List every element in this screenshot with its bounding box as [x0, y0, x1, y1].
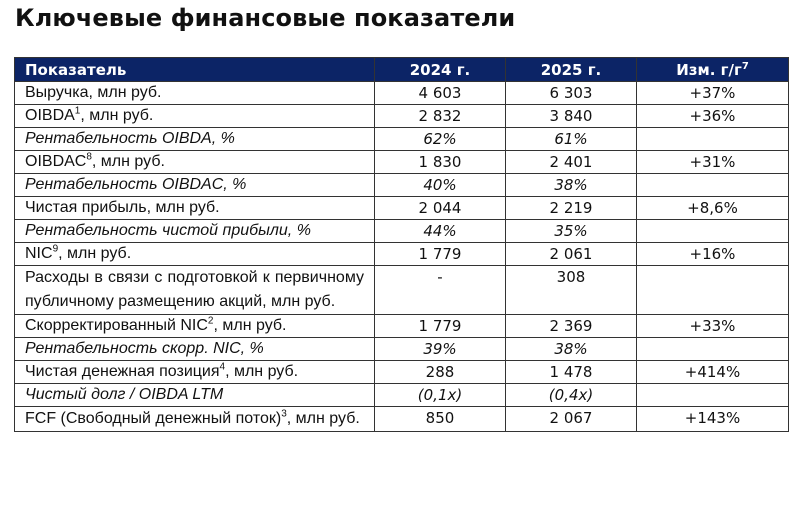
value-2025: 38%	[506, 338, 637, 361]
value-change	[637, 338, 789, 361]
header-indicator: Показатель	[15, 58, 375, 82]
table-row	[15, 315, 789, 338]
value-2025: 3 840	[506, 105, 637, 128]
table-row	[15, 338, 789, 361]
table-row	[15, 361, 789, 384]
header-2024: 2024 г.	[375, 58, 506, 82]
value-2024: 1 779	[375, 243, 506, 266]
value-change	[637, 220, 789, 243]
value-2025: 308	[506, 266, 637, 315]
value-2025: 35%	[506, 220, 637, 243]
value-2025: 2 061	[506, 243, 637, 266]
indicator-label: Расходы в связи с подготовкой к первичному публичному размещению акций, млн руб.	[15, 266, 375, 315]
indicator-label: FCF (Свободный денежный поток)$^3$, млн руб.	[15, 407, 375, 432]
value-2024: 850	[375, 407, 506, 432]
indicator-label: OIBDA$^1$, млн руб.	[15, 105, 375, 128]
value-change: +414%	[637, 361, 789, 384]
table-row	[15, 384, 789, 407]
value-2025: 2 369	[506, 315, 637, 338]
value-2025: (0,4x)	[506, 384, 637, 407]
value-change	[637, 384, 789, 407]
indicator-label: Выручка, млн руб.	[15, 82, 375, 105]
indicator-label: Чистая прибыль, млн руб.	[15, 197, 375, 220]
value-2025: 2 219	[506, 197, 637, 220]
footnote-sup: 7	[741, 60, 749, 72]
footnote-sup: 4	[219, 361, 226, 373]
value-2024: 39%	[375, 338, 506, 361]
footnote-sup: 9	[52, 243, 59, 255]
table-row	[15, 151, 789, 174]
value-change	[637, 266, 789, 315]
header-2025: 2025 г.	[506, 58, 637, 82]
value-2024: 2 832	[375, 105, 506, 128]
table-row	[15, 105, 789, 128]
table-row	[15, 128, 789, 151]
value-2025: 38%	[506, 174, 637, 197]
value-2024: 288	[375, 361, 506, 384]
indicator-label: Рентабельность OIBDA, %	[15, 128, 375, 151]
indicator-label: Рентабельность скорр. NIC, %	[15, 338, 375, 361]
footnote-sup: 3	[281, 408, 287, 420]
value-change: +37%	[637, 82, 789, 105]
indicator-label: Чистый долг / OIBDA LTM	[15, 384, 375, 407]
value-change: +36%	[637, 105, 789, 128]
table-row	[15, 220, 789, 243]
value-2024: 44%	[375, 220, 506, 243]
value-change: +16%	[637, 243, 789, 266]
value-2025: 2 067	[506, 407, 637, 432]
indicator-label: NIC$^9$, млн руб.	[15, 243, 375, 266]
value-change: +8,6%	[637, 197, 789, 220]
indicator-label: OIBDAC$^8$, млн руб.	[15, 151, 375, 174]
value-2024: (0,1x)	[375, 384, 506, 407]
indicator-label: Рентабельность чистой прибыли, %	[15, 220, 375, 243]
table-row	[15, 266, 789, 315]
indicator-label: Чистая денежная позиция$^4$, млн руб.	[15, 361, 375, 384]
table-row	[15, 197, 789, 220]
indicator-label: Рентабельность OIBDAC, %	[15, 174, 375, 197]
table-header-row	[15, 58, 789, 82]
table-row	[15, 82, 789, 105]
footnote-sup: 8	[86, 151, 92, 163]
value-2024: 1 779	[375, 315, 506, 338]
value-change: +33%	[637, 315, 789, 338]
indicator-label: Скорректированный NIC$^2$, млн руб.	[15, 315, 375, 338]
footnote-sup: 2	[207, 315, 214, 327]
value-2025: 6 303	[506, 82, 637, 105]
footnote-sup: 1	[74, 105, 81, 117]
value-change: +31%	[637, 151, 789, 174]
value-2025: 2 401	[506, 151, 637, 174]
value-change	[637, 128, 789, 151]
value-2024: 40%	[375, 174, 506, 197]
value-change: +143%	[637, 407, 789, 432]
value-2025: 61%	[506, 128, 637, 151]
header-change: Изм. $г/г^7$	[637, 58, 789, 82]
financial-indicators-table	[14, 57, 789, 432]
value-2024: 62%	[375, 128, 506, 151]
value-2024: 1 830	[375, 151, 506, 174]
page-title: Ключевые финансовые показатели	[15, 4, 516, 32]
table-row	[15, 407, 789, 432]
value-2025: 1 478	[506, 361, 637, 384]
table-row	[15, 243, 789, 266]
value-2024: 4 603	[375, 82, 506, 105]
value-2024: -	[375, 266, 506, 315]
value-change	[637, 174, 789, 197]
table-row	[15, 174, 789, 197]
value-2024: 2 044	[375, 197, 506, 220]
